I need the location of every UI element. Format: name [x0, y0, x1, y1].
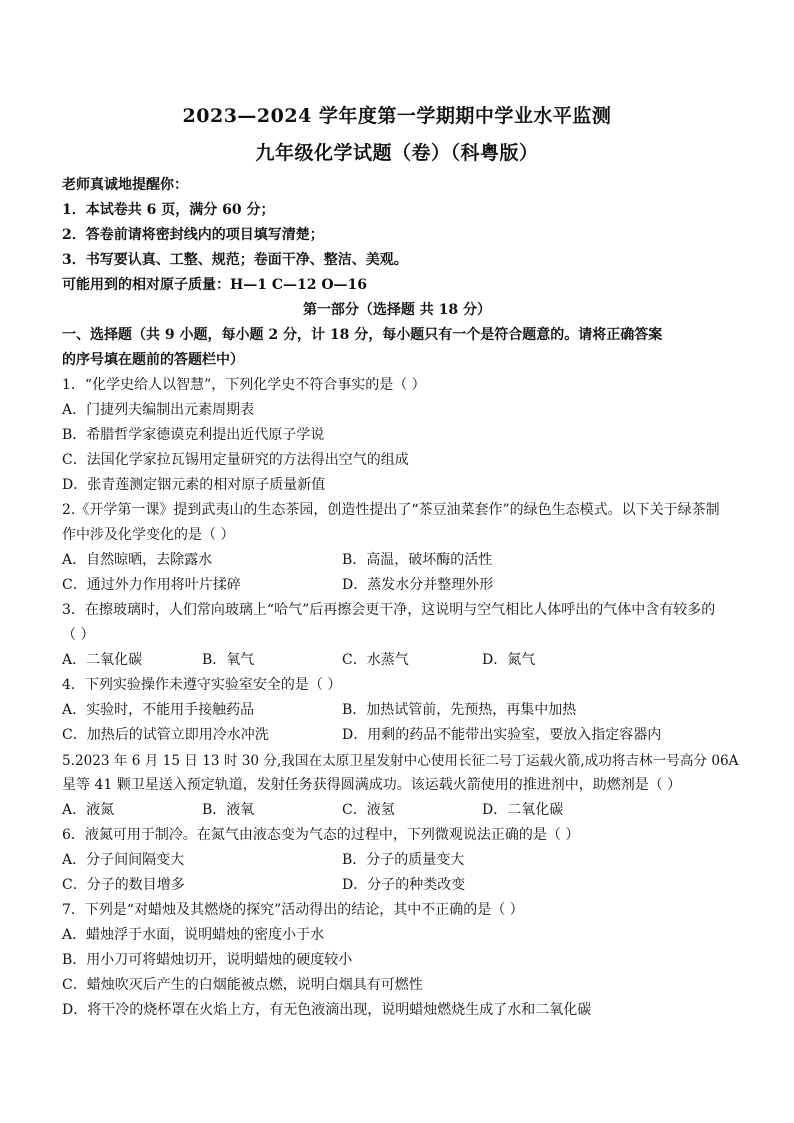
question-stem: （ ）: [62, 627, 95, 643]
question-stem: 5.2023 年 6 月 15 日 13 时 30 分,我国在太原卫星发射中心使用长征二号丁运载火箭,成功将吉林一号高分 06A: [62, 753, 739, 769]
question-option: D．分子的种类改变: [342, 877, 466, 893]
question-option: C．分子的数目增多: [62, 877, 185, 893]
question-option: B．分子的质量变大: [342, 852, 465, 868]
question-stem: 作中涉及化学变化的是（ ）: [62, 527, 235, 543]
question-option: C．液氢: [342, 802, 395, 818]
question-option: D．蒸发水分并整理外形: [342, 577, 494, 593]
question-stem: 1．“化学史给人以智慧”，下列化学史不符合事实的是（ ）: [62, 377, 426, 393]
notice-item: 3．书写要认真、工整、规范；卷面干净、整洁、美观。: [62, 252, 408, 268]
question-option: C．加热后的试管立即用冷水冲洗: [62, 727, 269, 743]
section-instruction: 一、选择题（共 9 小题，每小题 2 分，计 18 分，每小题只有一个是符合题意的。请将正确答案: [62, 327, 663, 343]
question-option: D．张青莲测定铟元素的相对原子质量新值: [62, 477, 326, 493]
question-option: B．高温，破坏酶的活性: [342, 552, 493, 568]
question-option: C．水蒸气: [342, 652, 409, 668]
question-option: A．分子间间隔变大: [62, 852, 185, 868]
question-option: D．将干冷的烧杯罩在火焰上方，有无色液滴出现，说明蜡烛燃烧生成了水和二氧化碳: [62, 1002, 592, 1018]
part-title: 第一部分（选择题 共 18 分）: [302, 302, 492, 318]
question-option: C．法国化学家拉瓦锡用定量研究的方法得出空气的组成: [62, 452, 409, 468]
question-option: D．二氧化碳: [482, 802, 564, 818]
question-option: B．加热试管前，先预热，再集中加热: [342, 702, 577, 718]
question-option: B．液氧: [202, 802, 255, 818]
section-instruction: 的序号填在题前的答题栏中）: [62, 352, 244, 368]
question-option: A．实验时，不能用手接触药品: [62, 702, 255, 718]
question-option: B．氧气: [202, 652, 255, 668]
question-option: A．门捷列夫编制出元素周期表: [62, 402, 255, 418]
exam-subtitle: 九年级化学试题（卷）（科粤版）: [255, 142, 539, 164]
question-stem: 7．下列是“对蜡烛及其燃烧的探究”活动得出的结论，其中不正确的是（ ）: [62, 902, 524, 918]
question-stem: 2.《开学第一课》提到武夷山的生态茶园，创造性提出了“茶豆油菜套作”的绿色生态模式。以下关于绿茶制: [62, 502, 720, 518]
notice-item: 2．答卷前请将密封线内的项目填写清楚；: [62, 227, 324, 243]
atomic-mass-line: 可能用到的相对原子质量：H—1 C—12 O—16: [62, 277, 368, 293]
question-option: D．氮气: [482, 652, 536, 668]
question-option: C．通过外力作用将叶片揉碎: [62, 577, 241, 593]
question-option: A．自然晾晒，去除露水: [62, 552, 213, 568]
question-option: A．蜡烛浮于水面，说明蜡烛的密度小于水: [62, 927, 325, 943]
question-option: C．蜡烛吹灭后产生的白烟能被点燃，说明白烟具有可燃性: [62, 977, 423, 993]
question-stem: 星等 41 颗卫星送入预定轨道，发射任务获得圆满成功。该运载火箭使用的推进剂中，助燃剂是（ ）: [62, 777, 682, 793]
question-option: B．希腊哲学家德谟克利提出近代原子学说: [62, 427, 325, 443]
question-stem: 6．液氮可用于制冷。在氮气由液态变为气态的过程中，下列微观说法正确的是（ ）: [62, 827, 580, 843]
question-option: A．液氮: [62, 802, 115, 818]
question-option: B．用小刀可将蜡烛切开，说明蜡烛的硬度较小: [62, 952, 353, 968]
question-stem: 3．在擦玻璃时，人们常向玻璃上“哈气”后再擦会更干净，这说明与空气相比人体呼出的气体中含有较多的: [62, 602, 716, 618]
question-option: A．二氧化碳: [62, 652, 143, 668]
notice-heading: 老师真诚地提醒你：: [62, 177, 188, 193]
question-stem: 4．下列实验操作未遵守实验室安全的是（ ）: [62, 677, 342, 693]
notice-item: 1．本试卷共 6 页，满分 60 分；: [62, 202, 275, 218]
exam-title: 2023—2024 学年度第一学期期中学业水平监测: [182, 105, 612, 127]
question-option: D．用剩的药品不能带出实验室，要放入指定容器内: [342, 727, 662, 743]
